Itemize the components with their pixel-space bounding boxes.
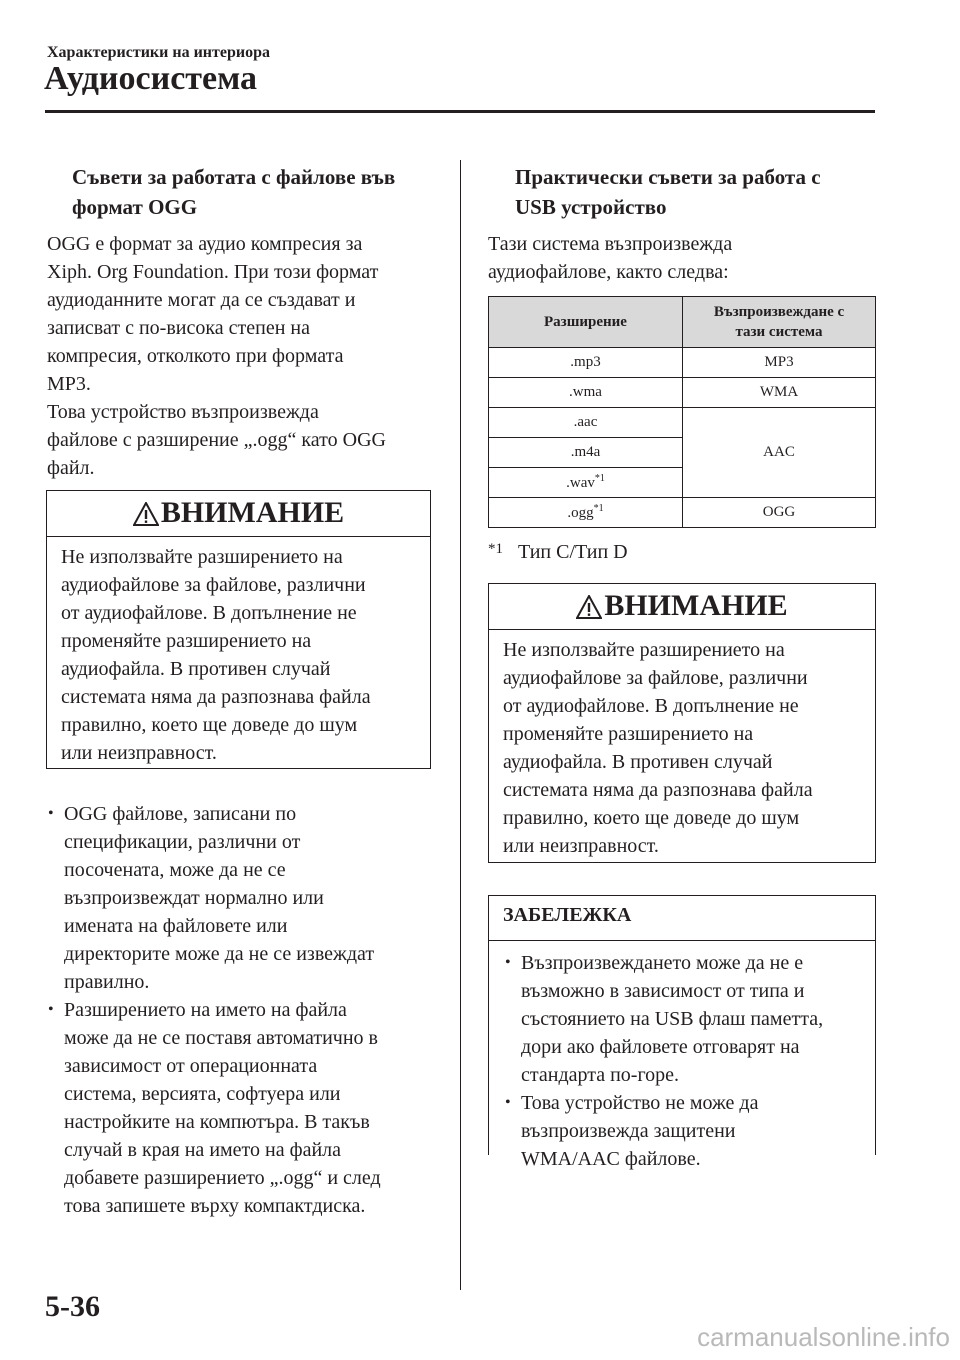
text-line: MP3.	[47, 373, 91, 395]
bullet-icon: •	[505, 1094, 511, 1111]
footnote-text: Тип C/Тип D	[518, 541, 628, 563]
file-extension-table	[488, 296, 876, 528]
usb-heading-line: USB устройство	[515, 195, 667, 219]
note-box	[488, 895, 876, 1170]
footnote-ref: *1	[593, 503, 604, 514]
watermark: carmanualsonline.info	[697, 1322, 950, 1352]
caution-title	[489, 589, 875, 629]
text-line: Разширението на името на файла	[64, 999, 347, 1021]
playback-cell: WMA	[683, 378, 876, 408]
footnote-mark: *1	[488, 541, 503, 557]
bullet-icon: •	[48, 805, 54, 822]
text-line: OGG файлове, записани по	[64, 803, 297, 825]
text-line: системата няма да разпознава файла	[61, 686, 371, 708]
ogg-heading-line: Съвети за работата с файлове във	[72, 165, 396, 189]
text-line: Това устройство възпроизвежда	[47, 401, 319, 423]
table-footnote	[488, 535, 628, 566]
page-number: 5-36	[45, 1290, 100, 1323]
text-line: от аудиофайлове. В допълнение не	[503, 695, 799, 717]
text-line: Възпроизвеждането може да не е	[521, 952, 804, 974]
table-header-row	[489, 297, 876, 348]
chapter-title: Характеристики на интериора	[47, 44, 270, 61]
header-line: тази система	[735, 324, 823, 340]
usb-intro	[488, 230, 878, 286]
text-line: или неизправност.	[61, 742, 217, 764]
table-row	[489, 348, 876, 378]
text-line: възможно в зависимост от типа и	[521, 980, 805, 1002]
text-line: възпроизвеждат нормално или	[64, 887, 324, 909]
text-line: аудиофайла. В противен случай	[61, 658, 331, 680]
text-line: стандарта по-горе.	[521, 1064, 680, 1086]
text-line: добавете разширението „.ogg“ и след	[64, 1167, 381, 1189]
text-line: имената на файловете или	[64, 915, 288, 937]
text-line: от аудиофайлове. В допълнение не	[61, 602, 357, 624]
text-line: Тази система възпроизвежда	[488, 233, 733, 255]
ogg-bullet-list	[46, 800, 446, 1220]
text-line: променяйте разширението на	[61, 630, 312, 652]
column-divider	[460, 160, 461, 1290]
playback-cell: MP3	[683, 348, 876, 378]
usb-heading	[515, 162, 821, 222]
list-item	[46, 996, 446, 1220]
ogg-paragraph	[47, 230, 447, 482]
extension-cell	[489, 498, 683, 528]
text-line: настройките на компютъра. В такъв	[64, 1111, 370, 1133]
text-line: записват с по-висока степен на	[47, 317, 310, 339]
text-line: WMA/AAC файлове.	[521, 1148, 701, 1170]
bullet-icon: •	[48, 1001, 54, 1018]
text-line: аудиоданните могат да се създават и	[47, 289, 356, 311]
extension-cell: .mp3	[489, 348, 683, 378]
caution-body	[489, 630, 875, 872]
caution-box-left	[46, 490, 431, 769]
list-item	[503, 949, 865, 1089]
text-line: правилно.	[64, 971, 150, 993]
extension-text: .ogg	[567, 505, 594, 521]
caution-body	[47, 537, 430, 779]
text-line: дори ако файловете отговарят на	[521, 1036, 800, 1058]
text-line: файлове с разширение „.ogg“ като OGG	[47, 429, 386, 451]
list-item	[503, 1089, 865, 1173]
column-header-playback	[683, 297, 876, 348]
header-line: Възпроизвеждане с	[713, 304, 845, 320]
text-line: Това устройство не може да	[521, 1092, 759, 1114]
table-row	[489, 408, 876, 438]
footnote-ref: *1	[594, 473, 605, 484]
text-line: променяйте разширението на	[503, 723, 754, 745]
list-item	[46, 800, 446, 996]
text-line: спецификации, различни от	[64, 831, 301, 853]
text-line: Xiph. Org Foundation. При този формат	[47, 261, 379, 283]
text-line: правилно, което ще доведе до шум	[61, 714, 358, 736]
text-line: случай в края на името на файла	[64, 1139, 342, 1161]
text-line: зависимост от операционната	[64, 1055, 318, 1077]
text-line: може да не се поставя автоматично в	[64, 1027, 378, 1049]
text-line: това запишете върху компактдиска.	[64, 1195, 366, 1217]
extension-text: .wav	[566, 475, 595, 491]
text-line: системата няма да разпознава файла	[503, 779, 813, 801]
warning-triangle-icon	[133, 502, 159, 526]
text-line: Не използвайте разширението на	[61, 546, 343, 568]
text-line: OGG е формат за аудио компресия за	[47, 233, 363, 255]
table-row	[489, 498, 876, 528]
text-line: посочената, може да не се	[64, 859, 286, 881]
caution-title-text: ВНИМАНИЕ	[604, 589, 788, 622]
text-line: компресия, отколкото при формата	[47, 345, 344, 367]
text-line: директорите може да не се извеждат	[64, 943, 375, 965]
playback-cell: AAC	[683, 408, 876, 498]
text-line: файл.	[47, 457, 95, 479]
column-header-extension: Разширение	[489, 297, 683, 348]
usb-heading-line: Практически съвети за работа с	[515, 165, 821, 189]
ogg-heading	[72, 162, 395, 222]
extension-cell: .wma	[489, 378, 683, 408]
text-line: състоянието на USB флаш паметта,	[521, 1008, 824, 1030]
caution-title-text: ВНИМАНИЕ	[160, 496, 345, 529]
note-bullet-list	[489, 941, 875, 1173]
header-rule	[45, 110, 875, 113]
playback-cell: OGG	[683, 498, 876, 528]
text-line: аудиофайла. В противен случай	[503, 751, 773, 773]
text-line: система, версията, софтуера или	[64, 1083, 341, 1105]
extension-cell: .aac	[489, 408, 683, 438]
section-title: Аудиосистема	[44, 60, 257, 97]
extension-cell	[489, 468, 683, 498]
text-line: възпроизвежда защитени	[521, 1120, 736, 1142]
warning-triangle-icon	[576, 595, 602, 619]
text-line: правилно, което ще доведе до шум	[503, 807, 800, 829]
text-line: аудиофайлове, както следва:	[488, 261, 729, 283]
text-line: или неизправност.	[503, 835, 659, 857]
text-line: Не използвайте разширението на	[503, 639, 785, 661]
text-line: аудиофайлове за файлове, различни	[61, 574, 366, 596]
caution-title	[47, 496, 430, 536]
bullet-icon: •	[505, 954, 511, 971]
note-title: ЗАБЕЛЕЖКА	[503, 904, 632, 926]
text-line: аудиофайлове за файлове, различни	[503, 667, 808, 689]
extension-cell: .m4a	[489, 438, 683, 468]
caution-box-right	[488, 583, 876, 863]
ogg-heading-line: формат OGG	[72, 195, 198, 219]
table-row	[489, 378, 876, 408]
